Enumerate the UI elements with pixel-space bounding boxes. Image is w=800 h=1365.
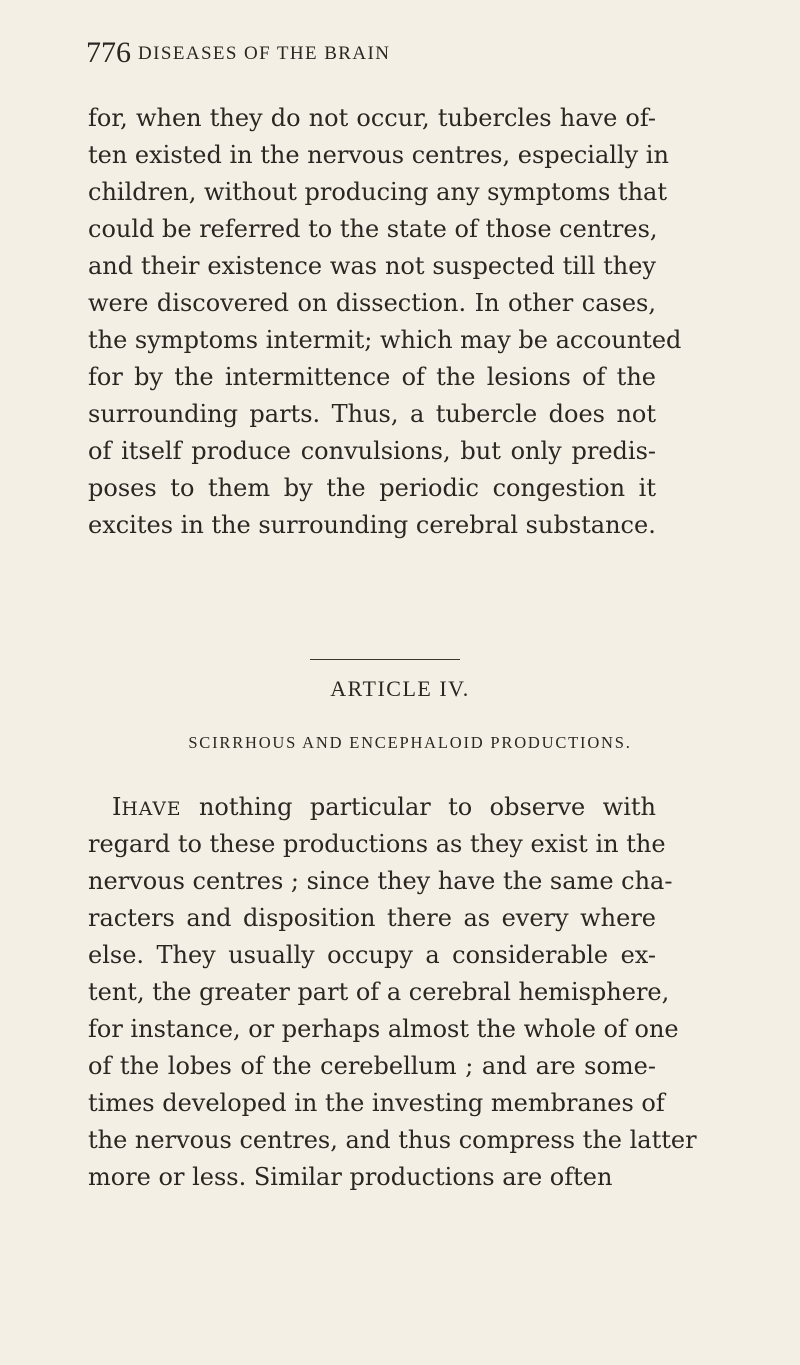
running-title: DISEASES OF THE BRAIN: [138, 43, 391, 64]
drop-word: I: [112, 793, 122, 821]
text-line: of itself produce convulsions, but only predis-: [88, 437, 656, 465]
smallcaps-word: HAVE: [121, 799, 182, 820]
text-line: could be referred to the state of those centres,: [88, 215, 658, 243]
text-line: ten existed in the nervous centres, especially in: [88, 141, 669, 169]
section-divider: [310, 659, 460, 660]
text-line: the symptoms intermit; which may be accounted: [88, 326, 682, 354]
text-line: were discovered on dissection. In other cases,: [88, 289, 656, 317]
text-line: poses to them by the periodic congestion it: [88, 474, 656, 502]
text-line: excites in the surrounding cerebral substance.: [88, 511, 656, 539]
text-line: surrounding parts. Thus, a tubercle does not: [88, 400, 656, 428]
text-line: for instance, or perhaps almost the whole of one: [88, 1015, 679, 1043]
text-line: racters and disposition there as every where: [88, 904, 656, 932]
page-header: [86, 36, 586, 76]
text-line: for, when they do not occur, tubercles have of-: [88, 104, 656, 132]
text-line: and their existence was not suspected till they: [88, 252, 656, 280]
article-subheading: SCIRRHOUS AND ENCEPHALOID PRODUCTIONS.: [188, 733, 632, 752]
text-line: the nervous centres, and thus compress the latter: [88, 1126, 697, 1154]
text-line: nervous centres ; since they have the same cha-: [88, 867, 673, 895]
text-line: more or less. Similar productions are often: [88, 1163, 613, 1191]
text-line: else. They usually occupy a considerable ex-: [88, 941, 656, 969]
text-line-first: [112, 790, 656, 827]
text-line: children, without producing any symptoms that: [88, 178, 667, 206]
text-line: regard to these productions as they exist in the: [88, 830, 666, 858]
page-number: 776: [86, 36, 131, 69]
article-heading: ARTICLE IV.: [330, 676, 470, 701]
text-line: of the lobes of the cerebellum ; and are some-: [88, 1052, 656, 1080]
text-line: for by the intermittence of the lesions of the: [88, 363, 656, 391]
first-line-rest: nothing particular to observe with: [181, 793, 656, 821]
text-line: times developed in the investing membranes of: [88, 1089, 665, 1117]
text-line: tent, the greater part of a cerebral hemisphere,: [88, 978, 670, 1006]
